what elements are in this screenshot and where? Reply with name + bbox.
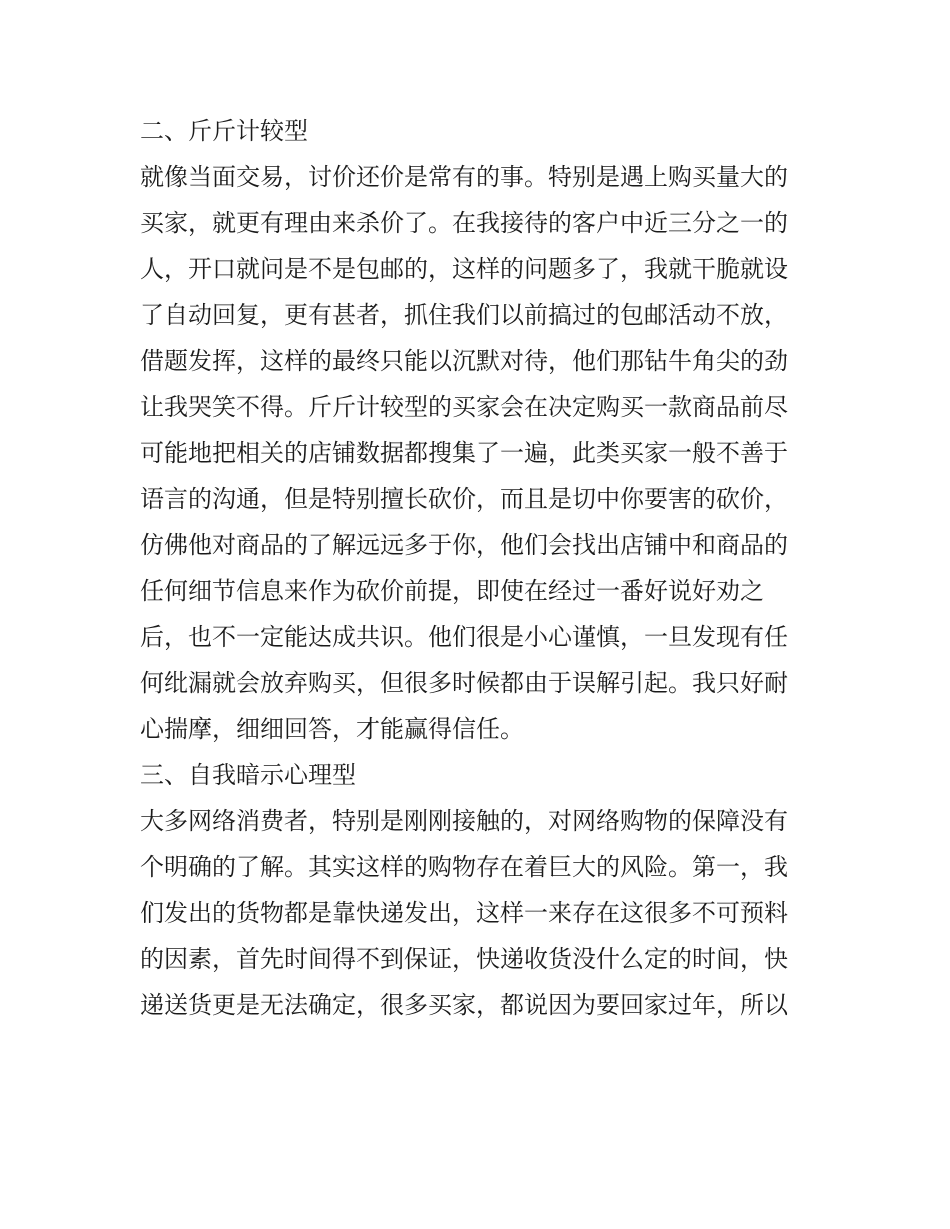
document-body: [140, 108, 820, 1028]
paragraph-line: 心揣摩，细细回答，才能赢得信任。: [140, 715, 524, 743]
paragraph-line: 人，开口就问是不是包邮的，这样的问题多了，我就干脆就设: [140, 255, 788, 283]
paragraph-line: 大多网络消费者，特别是刚刚接触的，对网络购物的保障没有: [140, 807, 788, 835]
paragraph-line: 就像当面交易，讨价还价是常有的事。特别是遇上购买量大的: [140, 163, 788, 191]
section-heading: 三、自我暗示心理型: [140, 761, 356, 789]
paragraph-line: 买家，就更有理由来杀价了。在我接待的客户中近三分之一的: [140, 209, 788, 237]
paragraph-line: 后，也不一定能达成共识。他们很是小心谨慎，一旦发现有任: [140, 623, 788, 651]
paragraph-line: 仿佛他对商品的了解远远多于你，他们会找出店铺中和商品的: [140, 531, 788, 559]
paragraph-line: 借题发挥，这样的最终只能以沉默对待，他们那钻牛角尖的劲: [140, 347, 788, 375]
paragraph-line: 们发出的货物都是靠快递发出，这样一来存在这很多不可预料: [140, 899, 788, 927]
section-heading: 二、斤斤计较型: [140, 117, 308, 145]
paragraph-line: 了自动回复，更有甚者，抓住我们以前搞过的包邮活动不放，: [140, 301, 788, 329]
paragraph-line: 任何细节信息来作为砍价前提，即使在经过一番好说好劝之: [140, 577, 764, 605]
paragraph-line: 何纰漏就会放弃购买，但很多时候都由于误解引起。我只好耐: [140, 669, 788, 697]
paragraph-line: 递送货更是无法确定，很多买家，都说因为要回家过年，所以: [140, 991, 788, 1019]
paragraph-line: 让我哭笑不得。斤斤计较型的买家会在决定购买一款商品前尽: [140, 393, 788, 421]
paragraph-line: 语言的沟通，但是特别擅长砍价，而且是切中你要害的砍价，: [140, 485, 788, 513]
paragraph-line: 可能地把相关的店铺数据都搜集了一遍，此类买家一般不善于: [140, 439, 788, 467]
paragraph-line: 个明确的了解。其实这样的购物存在着巨大的风险。第一，我: [140, 853, 788, 881]
paragraph-line: 的因素，首先时间得不到保证，快递收货没什么定的时间，快: [140, 945, 788, 973]
